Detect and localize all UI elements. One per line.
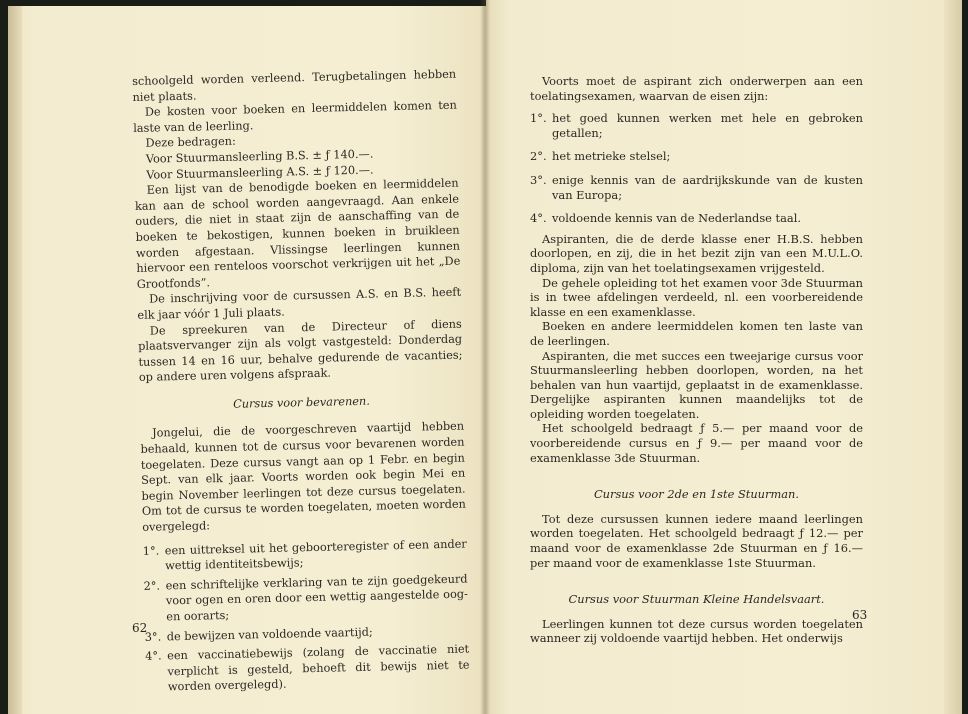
list-item-text: de bewijzen van voldoende vaartijd; [166, 625, 373, 643]
right-paragraph: Leerlingen kunnen tot deze cursus worden toegelaten wanneer zij voldoende vaartijd hebben. Het onderwijs [530, 616, 863, 646]
left-text-column [132, 67, 470, 700]
list-item [143, 571, 468, 625]
section-title: Cursus voor 2de en 1ste Stuurman. [593, 487, 800, 502]
exam-requirements-list [530, 111, 863, 226]
list-item [530, 173, 863, 202]
left-paragraph: De spreekuren van de Directeur of diens plaatsvervanger zijn als volgt vastgesteld: Donderdag tussen 14 en 16 uur, behalve gedurende de vacanties; op andere uren volgens afspraak. [138, 317, 463, 385]
requirements-list [143, 536, 470, 696]
right-paragraph: De gehele opleiding tot het examen voor 3de Stuurman is in twee afdelingen verdeeld, nl. een voorbereidende klasse en een examenklasse. [530, 275, 863, 319]
left-paragraph: Een lijst van de benodigde boeken en leermiddelen kan aan de school worden aangevraagd. Aan enkele ouders, die niet in staat zijn de aanschaffing van de boeken te bekostigen, kunnen boeken in bruikleen worden afgestaan. Vlissingse leerlingen kunnen hiervoor een renteloos voorschot verkrijgen uit het „De Grootfonds”. [134, 176, 461, 291]
left-price-line: Voor Stuurmansleerling A.S. ± ƒ 120.—. [146, 163, 374, 182]
list-item-number: 3°. [144, 630, 162, 644]
right-paragraph: Tot deze cursussen kunnen iedere maand leerlingen worden toegelaten. Het schoolgeld bedraagt ƒ 12.— per maand voor de examenklasse 2de Stuurman en ƒ 16.— per maand voor de examenklasse 1ste Stuurman. [530, 511, 863, 570]
list-item-text: het goed kunnen werken met hele en gebroken getallen; [552, 111, 863, 140]
left-page-edge [8, 6, 22, 714]
section-title: Cursus voor bevarenen. [233, 394, 370, 411]
list-item-number: 2°. [143, 579, 161, 593]
list-item-number: 1°. [530, 111, 547, 126]
list-item-number: 2°. [530, 149, 547, 164]
list-item-number: 4°. [530, 211, 547, 226]
left-paragraph: schoolgeld worden verleend. Terugbetalingen hebben niet plaats. [132, 67, 457, 104]
right-paragraph: Voorts moet de aspirant zich onderwerpen aan een toelatingsexamen, waarvan de eisen zijn: [530, 74, 863, 103]
list-item [145, 622, 469, 645]
list-item [145, 642, 470, 696]
list-item-number: 1°. [142, 544, 160, 558]
left-paragraph: Deze bedragen: [145, 135, 236, 151]
list-item [143, 536, 468, 575]
list-item-text: enige kennis van de aardrijkskunde van de kusten van Europa; [552, 172, 863, 202]
list-item [530, 211, 863, 226]
left-paragraph: De kosten voor boeken en leermiddelen komen ten laste van de leerling. [133, 98, 457, 135]
section-title: Cursus voor Stuurman Kleine Handelsvaart. [568, 592, 825, 607]
right-paragraph: Aspiranten, die met succes een tweejarige cursus voor Stuurmansleerling hebben doorlopen, worden, na het behalen van hun vaartijd, geplaatst in de examenklasse. Dergelijke aspiranten kunnen maandelijks tot de opleiding worden toegelaten. [530, 348, 863, 421]
left-price-line: Voor Stuurmansleerling B.S. ± ƒ 140.—. [145, 147, 374, 166]
list-item-text: een schriftelijke verklaring van te zijn goedgekeurd voor ogen en oren door een wettig aangestelde oog- en oorarts; [165, 572, 469, 624]
page-number: 62 [132, 621, 148, 635]
right-page-edge [944, 0, 962, 714]
right-text-column [530, 74, 863, 646]
list-item [530, 149, 863, 164]
right-paragraph: Aspiranten, die de derde klasse ener H.B.S. hebben doorlopen, en zij, die in het bezit zijn van een M.U.L.O. diploma, zijn van het toelatingsexamen vrijgesteld. [530, 231, 863, 275]
list-item-text: voldoende kennis van de Nederlandse taal. [552, 211, 801, 226]
list-item [530, 111, 863, 140]
list-item-text: een uittreksel uit het geboorteregister of een ander wettig identiteitsbewijs; [164, 537, 467, 573]
list-item-number: 4°. [145, 649, 162, 664]
left-paragraph: De inschrijving voor de cursussen A.S. en B.S. heeft elk jaar vóór 1 Juli plaats. [137, 285, 462, 322]
left-paragraph: Jongelui, die de voorgeschreven vaartijd hebben behaald, kunnen tot de cursus voor bevarenen worden toegelaten. Deze cursus vangt aan op 1 Febr. en begin Sept. van elk jaar. Voorts worden ook begin Mei en begin November leerlingen tot deze cursus toegelaten. Om tot de cursus te worden toegelaten, moeten worden overgelegd: [140, 420, 466, 534]
list-item-text: het metrieke stelsel; [552, 149, 671, 164]
book-gutter [480, 0, 490, 714]
list-item-number: 3°. [530, 172, 547, 187]
right-paragraph: Het schoolgeld bedraagt ƒ 5.— per maand voor de voorbereidende cursus en ƒ 9.— per maand voor de examenklasse 3de Stuurman. [530, 421, 863, 465]
page-number: 63 [852, 608, 868, 622]
right-paragraph: Boeken en andere leermiddelen komen ten laste van de leerlingen. [530, 319, 863, 348]
list-item-text: een vaccinatiebewijs (zolang de vaccinatie niet verplicht is gesteld, behoeft dit bewijs niet te worden overgelegd). [167, 642, 470, 694]
